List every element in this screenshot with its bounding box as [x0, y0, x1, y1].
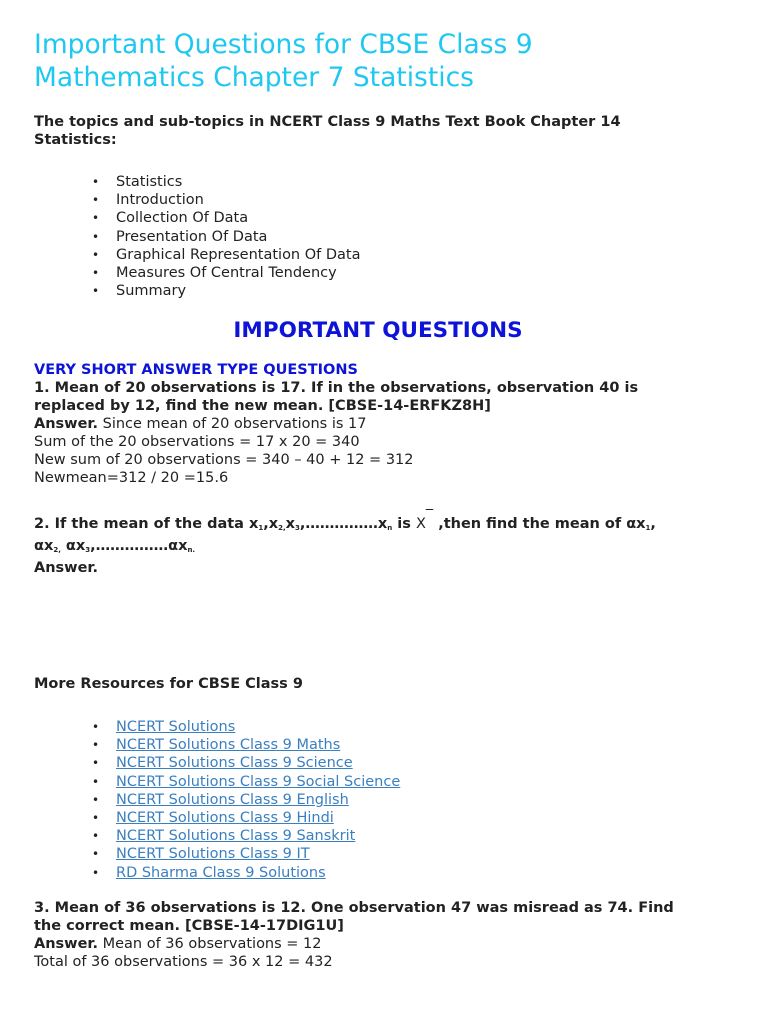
q2-text: ,……………x: [299, 516, 388, 532]
list-item: [34, 809, 734, 827]
list-item: • Collection Of Data: [34, 209, 734, 227]
section-heading: VERY SHORT ANSWER TYPE QUESTIONS: [34, 362, 358, 378]
subscript: 3: [85, 546, 91, 554]
resource-link[interactable]: NCERT Solutions Class 9 Hindi: [116, 810, 334, 827]
list-item: [34, 845, 734, 863]
question-2: [34, 508, 734, 577]
answer-label: Answer.: [34, 416, 98, 432]
list-item: • Graphical Representation Of Data: [34, 246, 734, 264]
q2-text: ,: [650, 516, 656, 532]
answer-step: Total of 36 observations = 36 x 12 = 432: [34, 954, 333, 970]
answer-label: Answer.: [34, 936, 98, 952]
list-item: • Introduction: [34, 191, 734, 209]
list-item: [34, 864, 734, 882]
answer-step: Newmean=312 / 20 =15.6: [34, 470, 229, 486]
x-bar-symbol: [415, 508, 434, 532]
question-2-line-2: [34, 537, 734, 559]
q2-text: ,……………αx: [90, 538, 188, 554]
intro-paragraph: [34, 113, 734, 149]
resource-link[interactable]: NCERT Solutions Class 9 English: [116, 791, 349, 808]
q2-text: αx: [34, 538, 54, 554]
question-1-answer: [34, 415, 734, 433]
subscript: n.: [187, 546, 196, 554]
important-questions-heading: IMPORTANT QUESTIONS: [233, 318, 523, 343]
resource-link[interactable]: NCERT Solutions Class 9 IT: [116, 846, 310, 863]
intro-line-2: Statistics:: [34, 132, 117, 148]
q2-text: 2. If the mean of the data x: [34, 516, 259, 532]
subscript: 1: [645, 524, 651, 532]
answer-text: Since mean of 20 observations is 17: [98, 416, 367, 432]
resource-link[interactable]: RD Sharma Class 9 Solutions: [116, 864, 326, 881]
resources-list: [34, 718, 734, 882]
resource-link[interactable]: NCERT Solutions Class 9 Science: [116, 755, 353, 772]
topics-list: [34, 173, 734, 300]
list-item: • Measures Of Central Tendency: [34, 264, 734, 282]
list-item: [34, 754, 734, 772]
subscript: 1: [258, 524, 264, 532]
answer-text: Mean of 36 observations = 12: [98, 936, 322, 952]
x-bar-letter: X: [415, 516, 426, 532]
subscript: 3: [295, 524, 300, 532]
question-3: [34, 899, 734, 971]
subscript: 2,: [53, 546, 61, 554]
q2-text: αx: [60, 538, 86, 554]
page-title-line-2: Mathematics Chapter 7 Statistics: [34, 62, 474, 93]
answer-step: New sum of 20 observations = 340 – 40 + 12 = 312: [34, 452, 414, 468]
subscript: 2,: [278, 524, 286, 532]
q2-text: ,x: [263, 516, 279, 532]
resources-heading: More Resources for CBSE Class 9: [34, 676, 303, 692]
page-title: [34, 28, 734, 94]
question-2-line-1: [34, 508, 734, 537]
question-2-answer-label: Answer.: [34, 560, 98, 576]
resource-link[interactable]: NCERT Solutions: [116, 719, 236, 735]
intro-line-1: The topics and sub-topics in NCERT Class 9 Maths Text Book Chapter 14: [34, 114, 621, 130]
question-1: [34, 379, 734, 487]
subscript: n: [387, 524, 393, 532]
resource-link[interactable]: NCERT Solutions Class 9 Social Science: [116, 773, 401, 790]
question-3-line-1: 3. Mean of 36 observations is 12. One observation 47 was misread as 74. Find: [34, 900, 674, 916]
list-item: [34, 736, 734, 754]
list-item: • Summary: [34, 282, 734, 300]
question-3-answer: [34, 935, 734, 953]
list-item: [34, 791, 734, 809]
question-1-line-2: replaced by 12, find the new mean. [CBSE-14-ERFKZ8H]: [34, 398, 491, 414]
list-item: [34, 718, 734, 736]
resource-link[interactable]: NCERT Solutions Class 9 Sanskrit: [116, 828, 356, 845]
q2-text: ,then find the mean of αx: [433, 516, 646, 532]
q2-text: x: [285, 516, 296, 532]
answer-step: Sum of the 20 observations = 17 x 20 = 340: [34, 434, 360, 450]
q2-text: is: [392, 516, 416, 532]
list-item: • Presentation Of Data: [34, 228, 734, 246]
resource-link[interactable]: NCERT Solutions Class 9 Maths: [116, 737, 341, 754]
x-bar-overline: ‾: [425, 508, 434, 524]
list-item: • Statistics: [34, 173, 734, 191]
list-item: [34, 827, 734, 845]
list-item: [34, 773, 734, 791]
question-3-line-2: the correct mean. [CBSE-14-17DIG1U]: [34, 918, 344, 934]
page-title-line-1: Important Questions for CBSE Class 9: [34, 29, 533, 60]
question-1-line-1: 1. Mean of 20 observations is 17. If in the observations, observation 40 is: [34, 380, 639, 396]
